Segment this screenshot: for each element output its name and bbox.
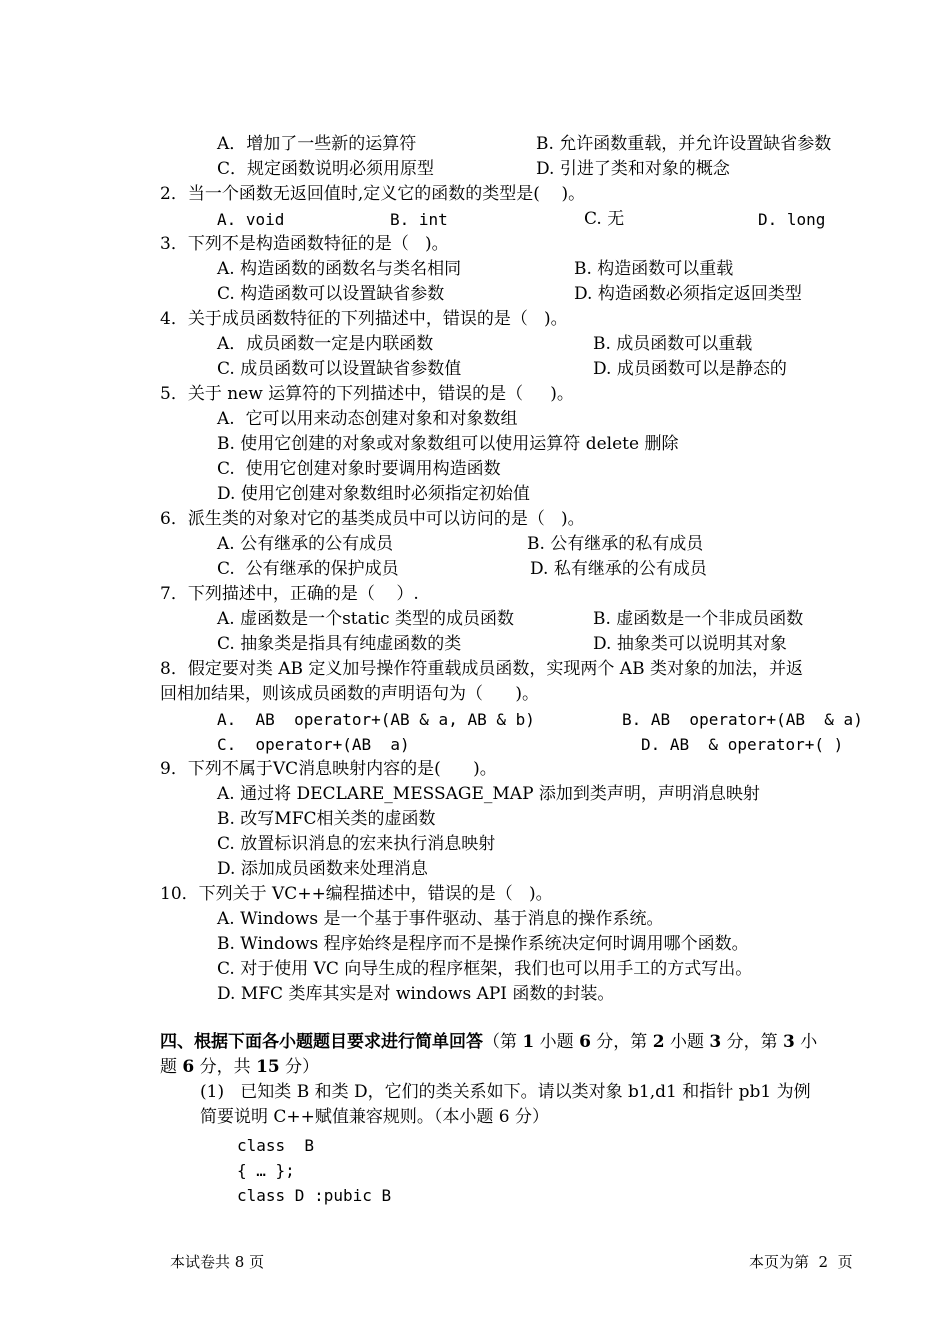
q8-option-a: A. AB operator+(AB & a, AB & b) <box>217 710 535 729</box>
q4-option-a: A．成员函数一定是内联函数 <box>217 334 434 354</box>
q10-option-d: D. MFC 类库其实是对 windows API 函数的封装。 <box>217 984 615 1004</box>
section4-heading-line2: 题 6 分，共 15 分） <box>160 1057 320 1077</box>
q3-option-c: C. 构造函数可以设置缺省参数 <box>217 284 445 304</box>
q2-stem: 2．当一个函数无返回值时,定义它的函数的类型是( )。 <box>160 184 586 204</box>
q10-option-a: A. Windows 是一个基于事件驱动、基于消息的操作系统。 <box>217 909 664 929</box>
q6-option-c: C. 公有继承的保护成员 <box>217 559 399 579</box>
q3-option-d: D. 构造函数必须指定返回类型 <box>574 284 802 304</box>
q4-option-c: C. 成员函数可以设置缺省参数值 <box>217 359 462 379</box>
code-line-1: class B <box>237 1136 315 1155</box>
q4-option-d: D. 成员函数可以是静态的 <box>593 359 787 379</box>
q5-option-c: C. 使用它创建对象时要调用构造函数 <box>217 459 501 479</box>
q6-option-a: A. 公有继承的公有成员 <box>217 534 394 554</box>
q8-stem-line1: 8．假定要对类 AB 定义加号操作符重载成员函数，实现两个 AB 类对象的加法，并返 <box>160 659 803 679</box>
q3-option-a: A. 构造函数的函数名与类名相同 <box>217 259 462 279</box>
q4-stem: 4．关于成员函数特征的下列描述中，错误的是（ )。 <box>160 309 568 329</box>
q6-option-b: B. 公有继承的私有成员 <box>527 534 704 554</box>
q7-stem: 7．下列描述中，正确的是（ ）. <box>160 584 419 604</box>
q8-stem-line2: 回相加结果，则该成员函数的声明语句为（ )。 <box>160 684 540 704</box>
q9-option-a: A. 通过将 DECLARE_MESSAGE_MAP 添加到类声明，声明消息映射 <box>217 784 760 804</box>
q3-stem: 3．下列不是构造函数特征的是（ )。 <box>160 234 449 254</box>
q8-option-d: D. AB & operator+( ) <box>641 735 844 754</box>
q10-option-b: B. Windows 程序始终是程序而不是操作系统决定何时调用哪个函数。 <box>217 934 749 954</box>
q1-option-b: B. 允许函数重载，并允许设置缺省参数 <box>536 134 832 154</box>
footer-total-pages: 本试卷共 8 页 <box>170 1253 265 1271</box>
q1-option-d: D. 引进了类和对象的概念 <box>536 159 730 179</box>
q4-option-b: B. 成员函数可以重载 <box>593 334 753 354</box>
q5-stem: 5．关于 new 运算符的下列描述中，错误的是（ )。 <box>160 384 574 404</box>
section4-heading-line1: 四、根据下面各小题题目要求进行简单回答（第 1 小题 6 分，第 2 小题 3 分，第 3 小 <box>160 1032 818 1052</box>
code-line-3: class D :pubic B <box>237 1186 392 1205</box>
q8-option-b: B. AB operator+(AB & a) <box>622 710 863 729</box>
q7-option-d: D. 抽象类可以说明其对象 <box>593 634 787 654</box>
q2-option-a: A. void <box>217 210 285 229</box>
code-line-2: { … }; <box>237 1161 295 1180</box>
footer-page-number: 本页为第 2 页 <box>749 1253 853 1271</box>
q6-option-d: D. 私有继承的公有成员 <box>530 559 707 579</box>
q9-option-c: C. 放置标识消息的宏来执行消息映射 <box>217 834 496 854</box>
q1-option-a: A．增加了一些新的运算符 <box>217 134 417 154</box>
q2-option-c: C. 无 <box>584 209 625 229</box>
q8-option-c: C. operator+(AB a) <box>217 735 410 754</box>
q1-option-c: C．规定函数说明必须用原型 <box>217 159 435 179</box>
q5-option-b: B. 使用它创建的对象或对象数组可以使用运算符 delete 删除 <box>217 434 679 454</box>
q9-option-b: B. 改写MFC相关类的虚函数 <box>217 809 436 829</box>
q10-option-c: C. 对于使用 VC 向导生成的程序框架，我们也可以用手工的方式写出。 <box>217 959 753 979</box>
q2-option-b: B. int <box>390 210 448 229</box>
q9-option-d: D. 添加成员函数来处理消息 <box>217 859 428 879</box>
q5-option-d: D. 使用它创建对象数组时必须指定初始值 <box>217 484 530 504</box>
q7-option-b: B. 虚函数是一个非成员函数 <box>593 609 804 629</box>
q7-option-a: A. 虚函数是一个static 类型的成员函数 <box>217 609 514 629</box>
q5-option-a: A. 它可以用来动态创建对象和对象数组 <box>217 409 518 429</box>
q7-option-c: C. 抽象类是指具有纯虚函数的类 <box>217 634 462 654</box>
q3-option-b: B. 构造函数可以重载 <box>574 259 734 279</box>
subquestion1-line1: (1) 已知类 B 和类 D，它们的类关系如下。请以类对象 b1,d1 和指针 pb1 为例 <box>200 1082 811 1102</box>
q10-stem: 10．下列关于 VC++编程描述中，错误的是（ )。 <box>160 884 553 904</box>
q2-option-d: D. long <box>758 210 826 229</box>
q6-stem: 6．派生类的对象对它的基类成员中可以访问的是（ )。 <box>160 509 585 529</box>
subquestion1-line2: 简要说明 C++赋值兼容规则。（本小题 6 分） <box>200 1107 550 1127</box>
q9-stem: 9．下列不属于VC消息映射内容的是( )。 <box>160 759 497 779</box>
